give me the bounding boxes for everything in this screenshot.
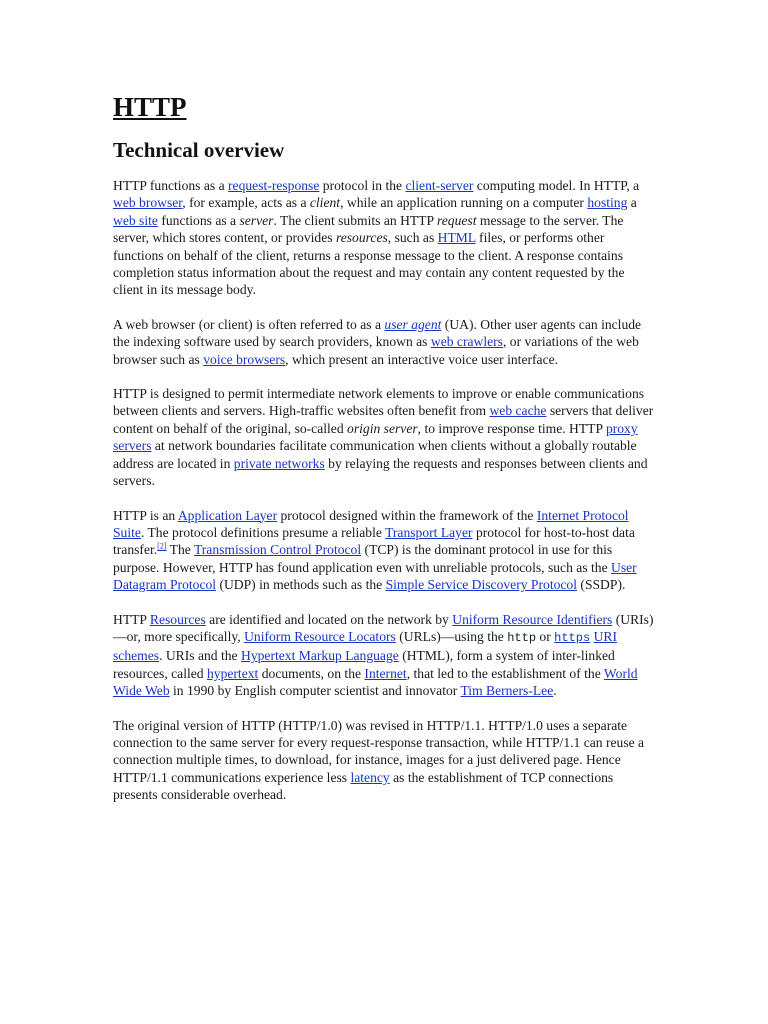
link-html[interactable]: HTML [437,230,476,246]
text-run: The [166,542,194,558]
text-run: computing model. In HTTP, a [473,178,640,193]
emphasis-text: origin server [347,420,418,436]
link-https[interactable]: https [554,630,591,645]
link-latency[interactable]: latency [350,769,390,785]
text-run: , while an application running on a computer [340,195,588,211]
paragraph-4 [113,507,658,594]
link-uri-schemes[interactable]: URI schemes [113,628,617,664]
text-run: protocol designed within the framework of the [277,507,537,523]
link-user-datagram-protocol[interactable]: User Datagram Protocol [113,559,637,593]
code-text: http [507,630,537,645]
text-run: documents, on the [258,665,365,681]
text-run: protocol in the [319,178,406,193]
text-run: . The client submits an HTTP [273,212,437,228]
link-transport-layer[interactable]: Transport Layer [385,524,473,540]
paragraph-5 [113,611,658,700]
text-run: A web browser (or client) is often referred to as a [113,316,385,332]
link-world-wide-web[interactable]: World Wide Web [113,665,638,699]
text-run: are identified and located on the network by [205,611,453,627]
link-web-site[interactable]: web site [113,212,158,228]
text-run: , that led to the establishment of the [406,665,604,681]
text-run: servers that deliver content on behalf of the original, so-called [113,403,654,436]
link-web-crawlers[interactable]: web crawlers [430,334,503,350]
document-page [113,91,658,821]
link-private-networks[interactable]: private networks [233,455,325,471]
text-run: The original version of HTTP (HTTP/1.0) was revised in HTTP/1.1. HTTP/1.0 uses a separate connection to the same server for every request-response transaction, while HTTP/1.1 can reuse a connection multiple times, to download, for instance, images for a just delivered page. Hence HTTP/1.1 communications experience less [113,717,645,785]
text-run: (URLs)—using the [395,628,508,644]
link-hypertext-markup-language[interactable]: Hypertext Markup Language [241,648,399,664]
text-run: HTTP is designed to permit intermediate network elements to improve or enable communications between clients and servers. High-traffic websites often benefit from [113,386,645,419]
link-hypertext[interactable]: hypertext [206,665,259,681]
text-run: (HTML), form a system of inter-linked resources, called [113,648,615,681]
text-run: . [553,683,557,699]
text-run: or [536,628,555,644]
citation-2-link[interactable]: [2] [157,541,167,551]
link-user-agent[interactable]: user agent [384,316,442,332]
link-request-response[interactable]: request-response [228,178,320,193]
emphasis-text: resources [335,230,388,246]
link-client-server[interactable]: client-server [405,178,474,193]
section-heading: Technical overview [113,138,285,162]
text-run: , to improve response time. HTTP [417,420,606,436]
emphasis-text: client [309,195,341,211]
paragraph-3 [113,385,658,489]
link-hosting[interactable]: hosting [587,195,628,211]
text-run: a [627,195,637,211]
text-run: HTTP [113,611,150,627]
text-run: , or variations of the web browser such as [113,334,639,367]
text-run: (UA). Other user agents can include the indexing software used by search providers, known as [113,316,642,350]
link-internet-protocol-suite[interactable]: Internet Protocol Suite [113,507,629,540]
emphasis-text: server [239,212,274,228]
document-title: HTTP [113,92,187,122]
link-application-layer[interactable]: Application Layer [177,507,278,523]
text-run: . The protocol definitions presume a reliable [140,524,386,540]
text-run: HTTP is an [113,507,178,523]
link-web-browser[interactable]: web browser [113,195,183,211]
text-run: at network boundaries facilitate communication when clients without a globally routable address are located in [113,438,637,471]
text-run: by relaying the requests and responses between clients and servers. [113,455,648,489]
text-run: in 1990 by English computer scientist and innovator [169,683,461,699]
link-tim-berners-lee[interactable]: Tim Berners-Lee [460,683,554,699]
text-run: protocol for host-to-host data transfer. [113,524,635,558]
link-uniform-resource-locators[interactable]: Uniform Resource Locators [244,628,396,644]
text-run: , such as [387,230,438,246]
text-run: , for example, acts as a [182,195,310,211]
link-voice-browsers[interactable]: voice browsers [203,351,286,367]
text-run: message to the server. The server, which stores content, or provides [113,212,624,246]
text-run: HTTP functions as a [113,178,229,193]
link-transmission-control-protocol[interactable]: Transmission Control Protocol [193,542,362,558]
paragraph-6 [113,717,658,804]
text-run: as the establishment of TCP connections presents considerable overhead. [113,769,614,803]
text-run: (SSDP). [577,577,626,593]
link-web-cache[interactable]: web cache [489,403,547,419]
text-run: (TCP) is the dominant protocol in use for this purpose. However, HTTP has found application even with unreliable protocols, such as the [113,542,613,575]
text-run: (UDP) in methods such as the [216,577,386,593]
text-run: . URIs and the [159,648,241,664]
link-simple-service-discovery-protocol[interactable]: Simple Service Discovery Protocol [385,577,578,593]
text-run: , which present an interactive voice user interface. [285,351,559,367]
paragraph-1 [113,177,658,299]
link-proxy-servers[interactable]: proxy servers [113,420,638,454]
text-run: (URIs)—or, more specifically, [113,611,654,644]
link-resources[interactable]: Resources [149,611,206,627]
emphasis-text: request [436,212,477,228]
paragraph-2 [113,316,658,368]
text-run: files, or performs other functions on behalf of the client, returns a response message to the client. A response contains completion status information about the request and may contain any content requested by the client in its message body. [113,230,625,298]
text-run: functions as a [157,212,240,228]
link-uniform-resource-identifiers[interactable]: Uniform Resource Identifiers [452,611,613,627]
link-internet[interactable]: Internet [364,665,407,681]
document-body [113,177,658,804]
